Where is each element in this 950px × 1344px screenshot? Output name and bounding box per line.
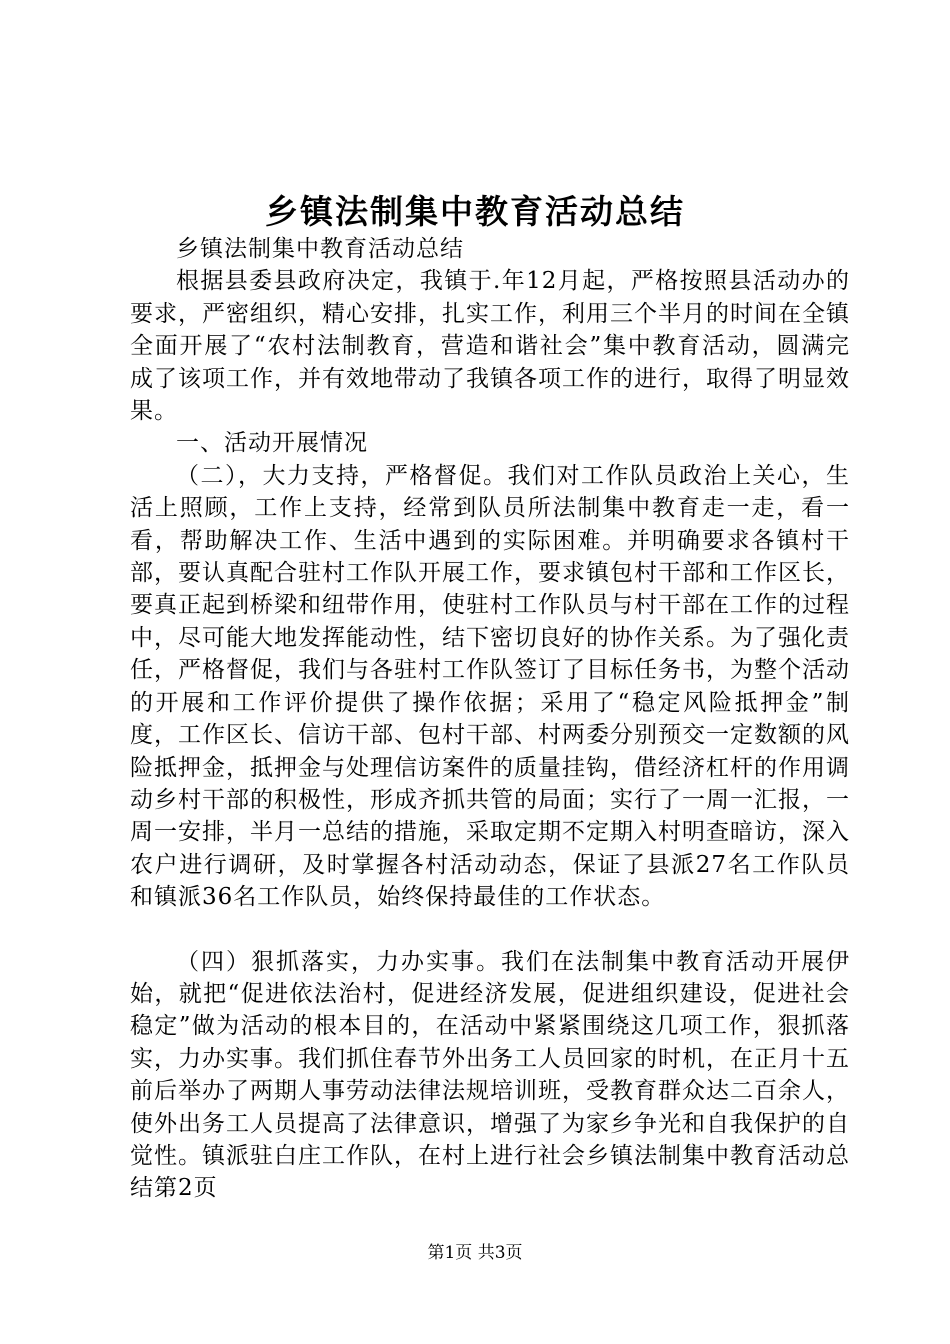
page-footer: 第1页 共3页 xyxy=(427,1243,523,1263)
body-paragraph: （四）狠抓落实，力办实事。我们在法制集中教育活动开展伊始，就把“促进依法治村，促进经济发展，促进组织建设，促进社会稳定”做为活动的根本目的，在活动中紧紧围绕这几项工作，狠抓落实，力办实事。我们抓住春节外出务工人员回家的时机，在正月十五前后举办了两期人事劳动法律法规培训班，受教育群众达二百余人，使外出务工人员提高了法律意识，增强了为家乡争光和自我保护的自觉性。镇派驻白庄工作队，在村上进行社会乡镇法制集中教育活动总结第2页 xyxy=(130,948,850,1202)
document-title: 乡镇法制集中教育活动总结 xyxy=(265,192,685,231)
document-body xyxy=(130,233,850,1205)
section-heading: 一、活动开展情况 xyxy=(176,430,368,457)
body-paragraph: （二），大力支持，严格督促。我们对工作队员政治上关心，生活上照顾，工作上支持，经常到队员所法制集中教育走一走，看一看，帮助解决工作、生活中遇到的实际困难。并明确要求各镇村干部，要认真配合驻村工作队开展工作，要求镇包村干部和工作区长，要真正起到桥梁和纽带作用，使驻村工作队员与村干部在工作的过程中，尽可能大地发挥能动性，结下密切良好的协作关系。为了强化责任，严格督促，我们与各驻村工作队签订了目标任务书，为整个活动的开展和工作评价提供了操作依据；采用了“稳定风险抵押金”制度，工作区长、信访干部、包村干部、村两委分别预交一定数额的风险抵押金，抵押金与处理信访案件的质量挂钩，借经济杠杆的作用调动乡村干部的积极性，形成齐抓共管的局面；实行了一周一汇报，一周一安排，半月一总结的措施，采取定期不定期入村明查暗访，深入农户进行调研，及时掌握各村活动动态，保证了县派27名工作队员和镇派36名工作队员，始终保持最佳的工作状态。 xyxy=(130,462,850,911)
intro-paragraph: 根据县委县政府决定，我镇于.年12月起，严格按照县活动办的要求，严密组织，精心安排，扎实工作，利用三个半月的时间在全镇全面开展了“农村法制教育，营造和谐社会”集中教育活动，圆满完成了该项工作，并有效地带动了我镇各项工作的进行，取得了明显效果。 xyxy=(130,268,850,425)
subtitle-paragraph: 乡镇法制集中教育活动总结 xyxy=(176,236,464,262)
